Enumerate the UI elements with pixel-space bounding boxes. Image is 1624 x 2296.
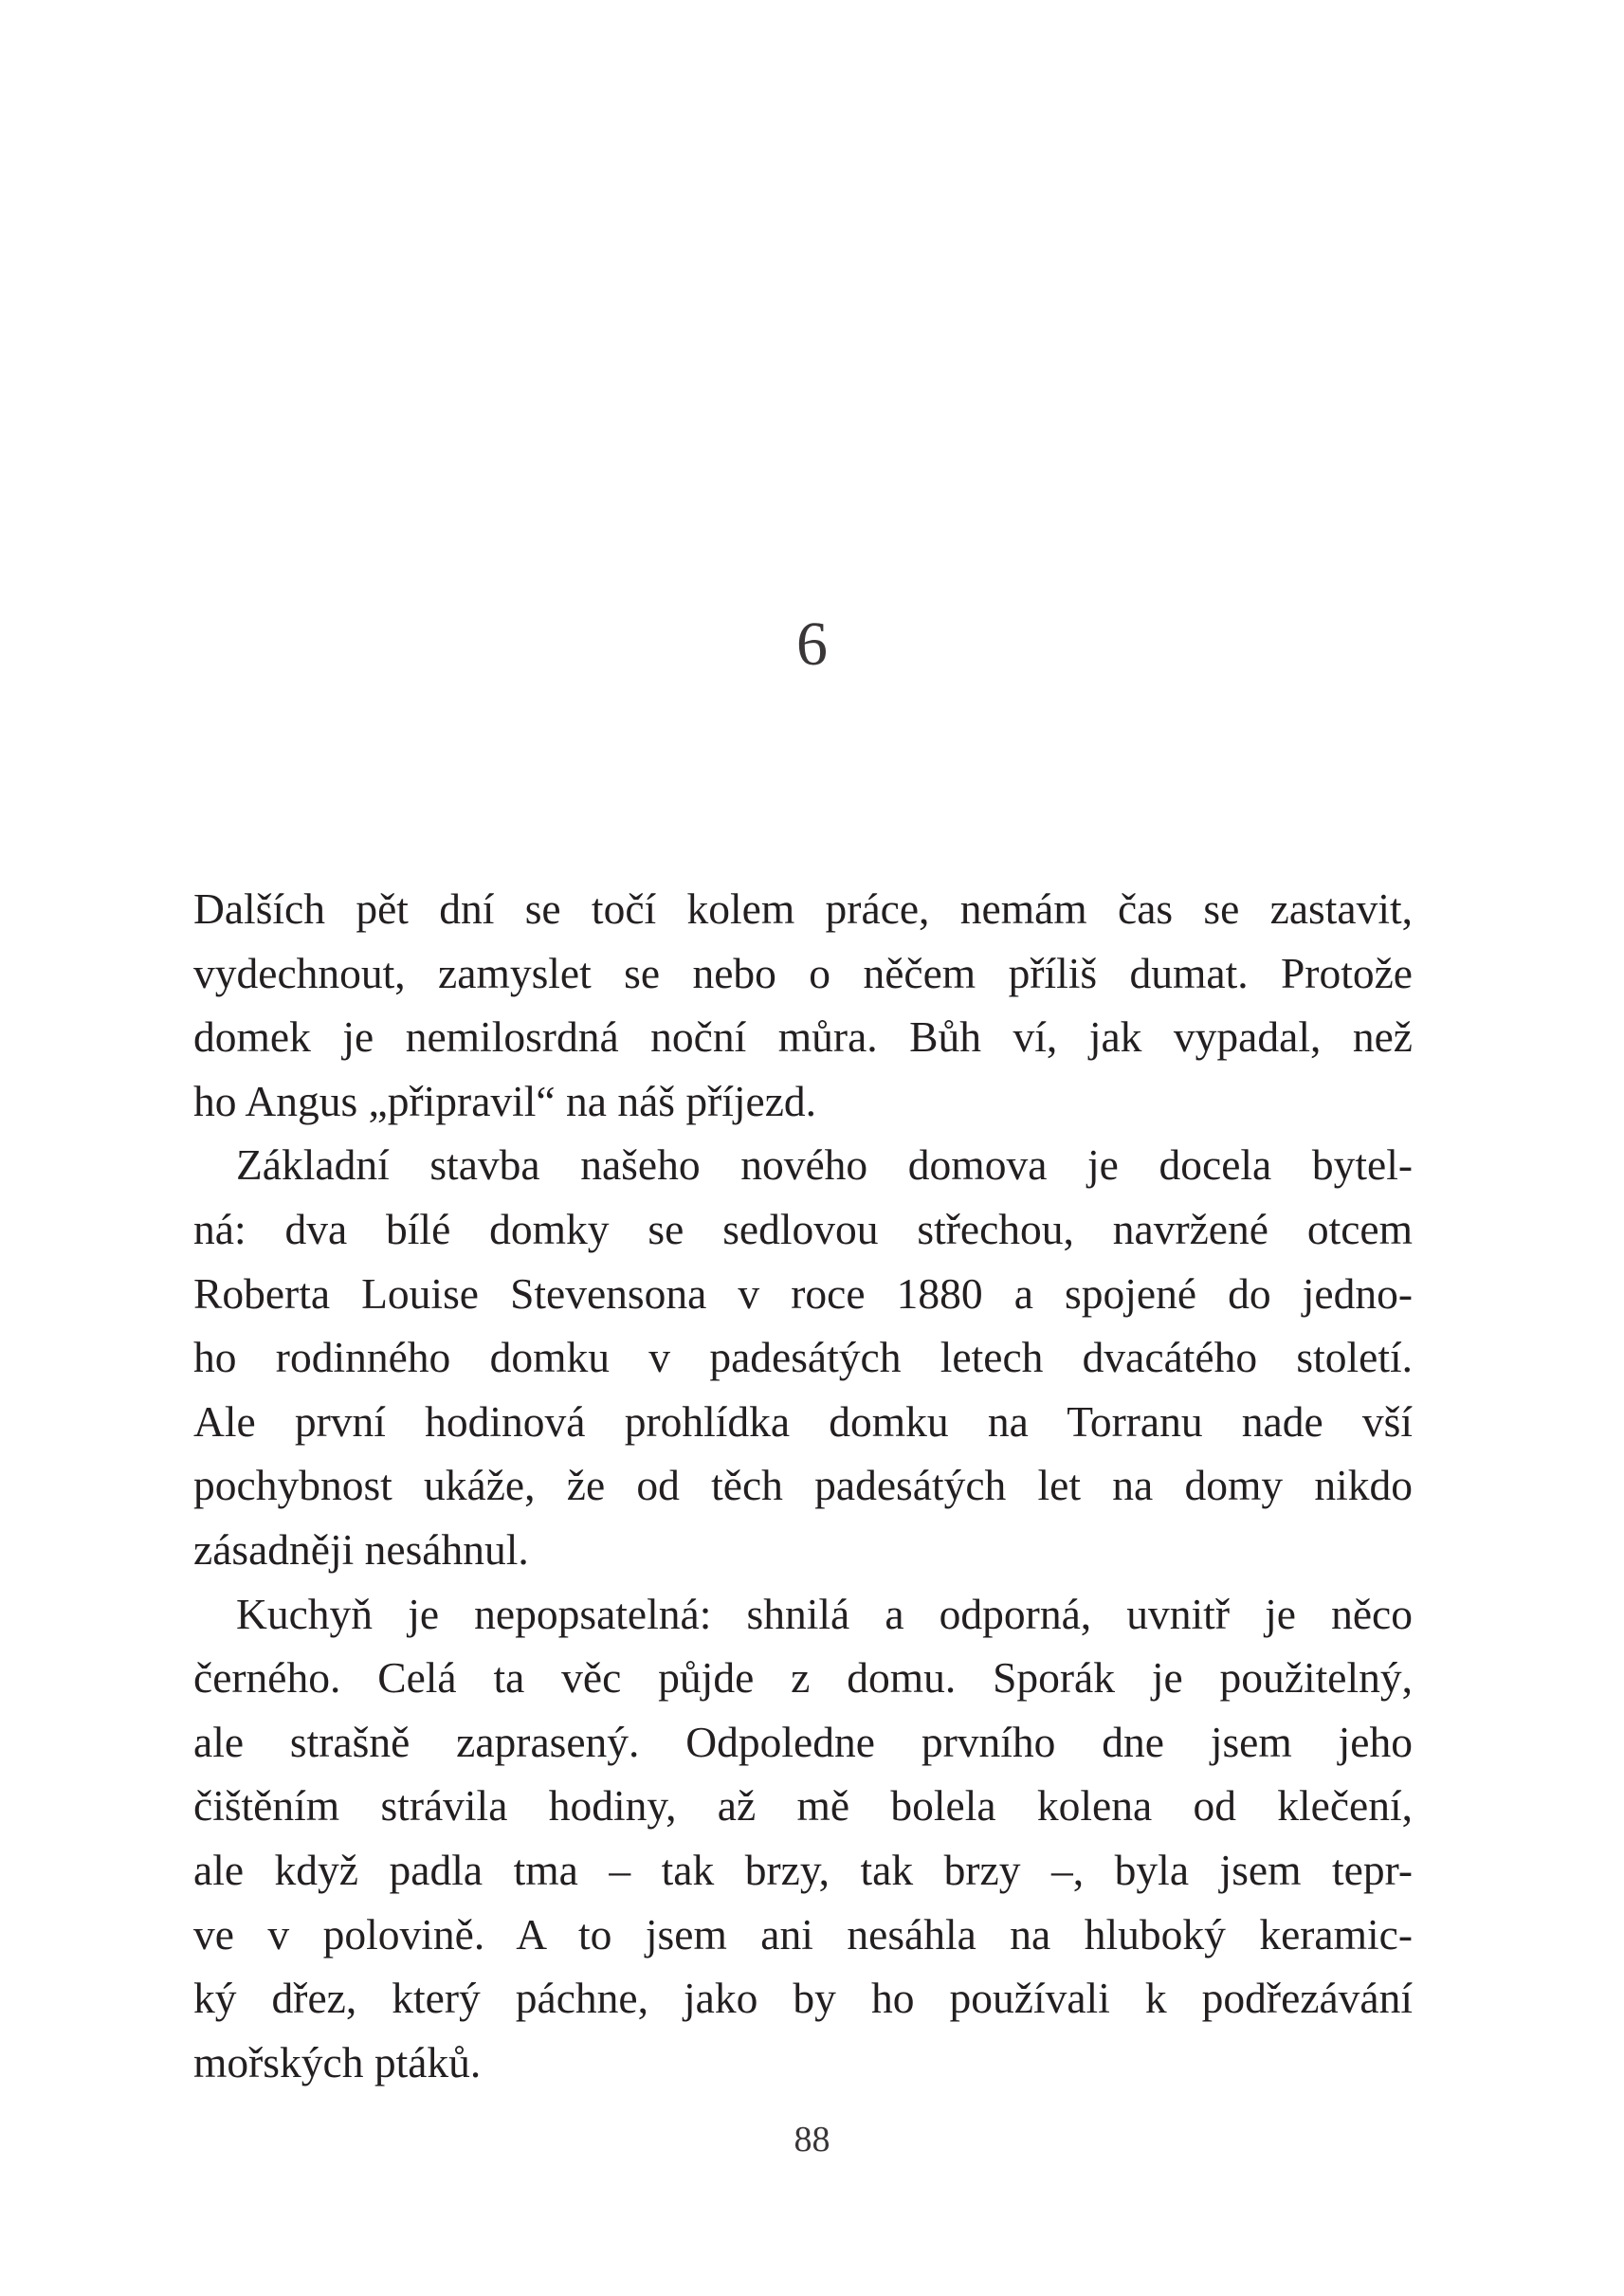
chapter-number: 6: [796, 610, 828, 679]
text-line: mořských ptáků.: [193, 2037, 482, 2086]
text-line: ho rodinného domku v padesátých letech dvacátého století.: [193, 1333, 1413, 1382]
text-line: černého. Celá ta věc půjde z domu. Sporák je použitelný,: [193, 1653, 1413, 1703]
text-line: Základní stavba našeho nového domova je docela bytel-: [236, 1140, 1413, 1190]
text-line: Kuchyň je nepopsatelná: shnilá a odporná, uvnitř je něco: [236, 1589, 1413, 1638]
text-line: ale strašně zaprasený. Odpoledne prvního dne jsem jeho: [193, 1717, 1413, 1766]
text-line: Ale první hodinová prohlídka domku na Torranu nade vší: [193, 1396, 1413, 1446]
text-line: Roberta Louise Stevensona v roce 1880 a spojené do jedno-: [193, 1268, 1413, 1318]
page-number: 88: [794, 2120, 830, 2159]
text-line: vydechnout, zamyslet se nebo o něčem příliš dumat. Protože: [193, 948, 1413, 997]
text-line: ve v polovině. A to jsem ani nesáhla na hluboký keramic-: [193, 1909, 1413, 1959]
paragraph-1: [193, 877, 1413, 1133]
text-line: zásadněji nesáhnul.: [193, 1524, 529, 1574]
paragraph-3: [193, 1582, 1413, 2095]
text-line: domek je nemilosrdná noční můra. Bůh ví, jak vypadal, než: [193, 1012, 1413, 1062]
text-line: ale když padla tma – tak brzy, tak brzy –, byla jsem tepr-: [193, 1845, 1413, 1894]
text-line: Dalších pět dní se točí kolem práce, nemám čas se zastavit,: [193, 884, 1413, 933]
text-line: ho Angus „připravil“ na náš příjezd.: [193, 1076, 817, 1125]
body-text: [193, 877, 1413, 2094]
text-line: ký dřez, který páchne, jako by ho používali k podřezávání: [193, 1974, 1413, 2023]
text-line: pochybnost ukáže, že od těch padesátých let na domy nikdo: [193, 1461, 1413, 1510]
paragraph-2: [193, 1133, 1413, 1581]
text-line: čištěním strávila hodiny, až mě bolela kolena od klečení,: [193, 1781, 1413, 1831]
text-line: ná: dva bílé domky se sedlovou střechou, navržené otcem: [193, 1204, 1413, 1253]
